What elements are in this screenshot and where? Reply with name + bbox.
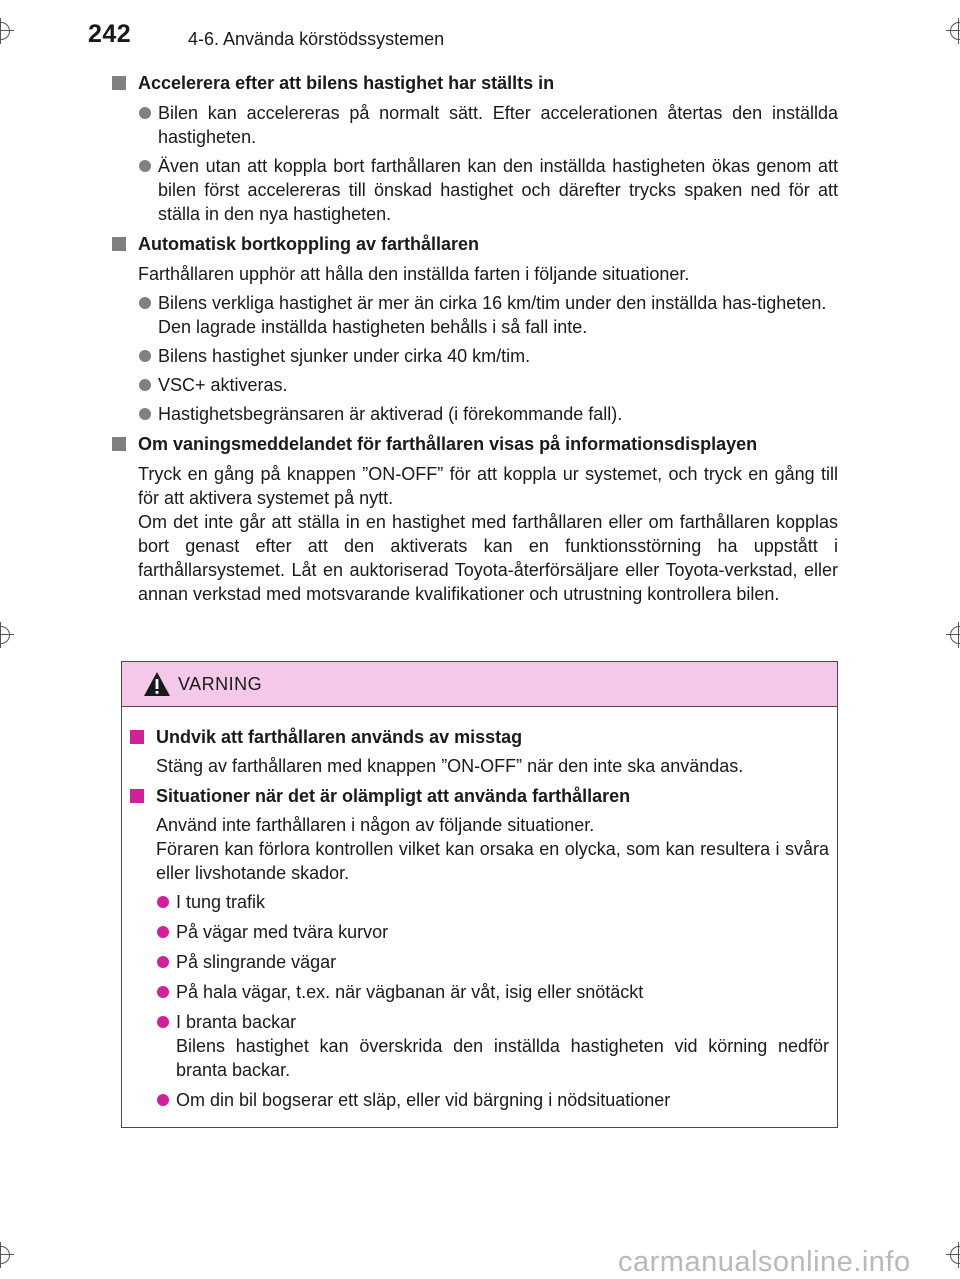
crop-mark-bottom-left xyxy=(0,1242,14,1268)
warning-header xyxy=(122,662,837,707)
list-item xyxy=(130,1010,829,1082)
paragraph: Farthållaren upphör att hålla den inställda farten i följande situationer. xyxy=(138,264,690,284)
round-bullet-icon xyxy=(139,408,151,420)
section-title: 4-6. Använda körstödssystemen xyxy=(188,29,445,49)
list-item-text: Hastighetsbegränsaren är aktiverad (i förekommande fall). xyxy=(158,404,623,424)
section-heading xyxy=(112,232,838,256)
list-item xyxy=(112,373,838,397)
list-item-text: VSC+ aktiveras. xyxy=(158,375,288,395)
main-content xyxy=(112,71,838,611)
square-bullet-icon xyxy=(112,437,126,451)
paragraph: Stäng av farthållaren med knappen ”ON-OFF” när den inte ska användas. xyxy=(156,756,744,776)
list-item-text: Om din bil bogserar ett släp, eller vid bärgning i nödsituationer xyxy=(176,1090,671,1110)
round-bullet-icon xyxy=(157,1094,169,1106)
list-item-text: I branta backar xyxy=(176,1012,297,1032)
round-bullet-icon xyxy=(139,379,151,391)
list-item-text: På slingrande vägar xyxy=(176,952,337,972)
list-item xyxy=(130,920,829,944)
paragraph-line: Använd inte farthållaren i någon av följande situationer. xyxy=(156,815,595,835)
round-bullet-icon xyxy=(157,986,169,998)
list-item-text: Även utan att koppla bort farthållaren kan den inställda hastigheten ökas genom att bilen först accelereras till önskad hastighet och därefter trycks spaken ned för att ställa in den nya hastigheten. xyxy=(158,156,838,224)
warning-heading xyxy=(130,784,829,808)
paragraph xyxy=(112,462,838,606)
list-item-text: På vägar med tvära kurvor xyxy=(176,922,389,942)
list-item-subtext: Bilens hastighet kan överskrida den inställda hastigheten vid körning nedför branta backar. xyxy=(176,1036,829,1080)
list-item xyxy=(130,950,829,974)
list-item xyxy=(112,101,838,149)
round-bullet-icon xyxy=(139,297,151,309)
section-heading xyxy=(112,71,838,95)
crop-mark-bottom-right xyxy=(946,1242,960,1268)
list-item xyxy=(112,402,838,426)
heading-text: Situationer när det är olämpligt att använda farthållaren xyxy=(156,786,631,806)
square-bullet-icon xyxy=(130,789,144,803)
section-heading xyxy=(112,432,838,456)
square-bullet-icon xyxy=(112,237,126,251)
list-item xyxy=(130,1088,829,1112)
heading-text: Undvik att farthållaren används av misstag xyxy=(156,727,523,747)
list-item-text: På hala vägar, t.ex. när vägbanan är våt, isig eller snötäckt xyxy=(176,982,644,1002)
list-item xyxy=(112,154,838,226)
list-item-text: Bilens hastighet sjunker under cirka 40 km/tim. xyxy=(158,346,531,366)
heading-text: Accelerera efter att bilens hastighet har ställts in xyxy=(138,73,555,93)
warning-title: VARNING xyxy=(178,674,263,694)
heading-text: Om vaningsmeddelandet för farthållaren visas på informationsdisplayen xyxy=(138,434,758,454)
list-item-text: Bilens verkliga hastighet är mer än cirka 16 km/tim under den inställda has-tigheten. xyxy=(158,293,827,313)
square-bullet-icon xyxy=(130,730,144,744)
round-bullet-icon xyxy=(139,350,151,362)
paragraph xyxy=(130,813,829,885)
list-item xyxy=(112,344,838,368)
round-bullet-icon xyxy=(157,956,169,968)
list-item xyxy=(130,890,829,914)
warning-box xyxy=(121,661,838,1128)
list-item xyxy=(112,291,838,339)
round-bullet-icon xyxy=(157,926,169,938)
crop-mark-top-left xyxy=(0,18,14,44)
list-item-text: Bilen kan accelereras på normalt sätt. Efter accelerationen återtas den inställda hastigheten. xyxy=(158,103,838,147)
paragraph-line: Föraren kan förlora kontrollen vilket kan orsaka en olycka, som kan resultera i svåra eller livshotande skador. xyxy=(156,839,829,883)
paragraph-line: Tryck en gång på knappen ”ON-OFF” för att koppla ur systemet, och tryck en gång till för att aktivera systemet på nytt. xyxy=(138,464,838,508)
list-item-subtext: Den lagrade inställda hastigheten behålls i så fall inte. xyxy=(158,317,588,337)
list-item-text: I tung trafik xyxy=(176,892,266,912)
warning-triangle-icon xyxy=(143,671,171,697)
watermark: carmanualsonline.info xyxy=(618,1246,911,1278)
list-item xyxy=(130,980,829,1004)
heading-text: Automatisk bortkoppling av farthållaren xyxy=(138,234,480,254)
warning-heading xyxy=(130,725,829,749)
paragraph-line: Om det inte går att ställa in en hastighet med farthållaren eller om farthållaren kopplas bort genast efter att den aktiverats kan en funktionsstörning ha uppstått i farthållarsystemet. Låt en auktoriserad Toyota-återförsäljare eller Toyota-verkstad, eller annan verkstad med motsvarande kvalifikationer och utrustning kontrollera bilen. xyxy=(138,512,838,604)
warning-body xyxy=(122,707,837,1112)
round-bullet-icon xyxy=(139,107,151,119)
crop-mark-top-right xyxy=(946,18,960,44)
round-bullet-icon xyxy=(157,1016,169,1028)
round-bullet-icon xyxy=(157,896,169,908)
crop-mark-mid-left xyxy=(0,622,14,648)
crop-mark-mid-right xyxy=(946,622,960,648)
square-bullet-icon xyxy=(112,76,126,90)
page-number: 242 xyxy=(88,20,132,48)
round-bullet-icon xyxy=(139,160,151,172)
